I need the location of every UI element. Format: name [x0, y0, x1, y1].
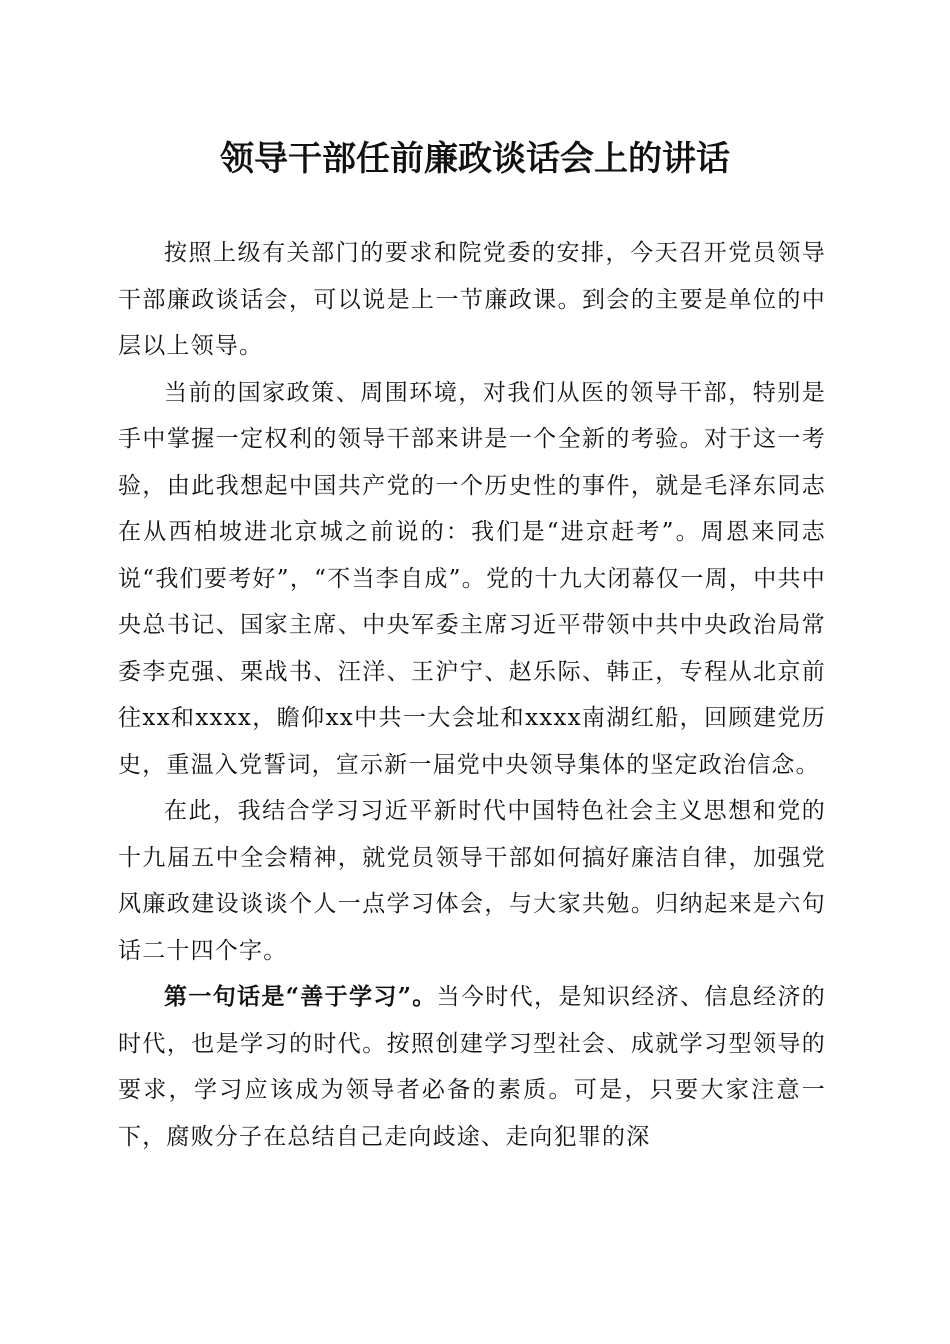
page-title: 领导干部任前廉政谈话会上的讲话 [220, 139, 730, 179]
paragraph-lead-heading: 第一句话是“善于学习”。 [164, 983, 437, 1010]
document-body [118, 230, 826, 1160]
paragraph-text: 当今时代，是知识经济、信息经济的时代，也是学习的时代。按照创建学习型社会、成就学习型领导的要求，学习应该成为领导者必备的素质。可是，只要大家注意一下，腐败分子在总结自己走向歧途、走向犯罪的深 [118, 984, 826, 1150]
paragraph-1 [118, 230, 826, 370]
paragraph-3 [118, 788, 826, 974]
paragraph-text: 按照上级有关部门的要求和院党委的安排，今天召开党员领导干部廉政谈话会，可以说是上一节廉政课。到会的主要是单位的中层以上领导。 [118, 240, 826, 359]
paragraph-text: 当前的国家政策、周围环境，对我们从医的领导干部，特别是手中掌握一定权利的领导干部来讲是一个全新的考验。对于这一考验，由此我想起中国共产党的一个历史性的事件，就是毛泽东同志在从西柏坡进北京城之前说的：我们是“进京赶考”。周恩来同志说“我们要考好”，“不当李自成”。党的十九大闭幕仅一周，中共中央总书记、国家主席、中央军委主席习近平带领中共中央政治局常委李克强、栗战书、汪洋、王沪宁、赵乐际、韩正，专程从北京前往xx和xxxx，瞻仰xx中共一大会址和xxxx南湖红船，回顾建党历史，重温入党誓词，宣示新一届党中央领导集体的坚定政治信念。 [118, 379, 826, 778]
paragraph-text: 在此，我结合学习习近平新时代中国特色社会主义思想和党的十九届五中全会精神，就党员领导干部如何搞好廉洁自律，加强党风廉政建设谈谈个人一点学习体会，与大家共勉。归纳起来是六句话二十四个字。 [118, 798, 826, 964]
paragraph-2 [118, 370, 826, 789]
paragraph-4 [118, 974, 826, 1160]
